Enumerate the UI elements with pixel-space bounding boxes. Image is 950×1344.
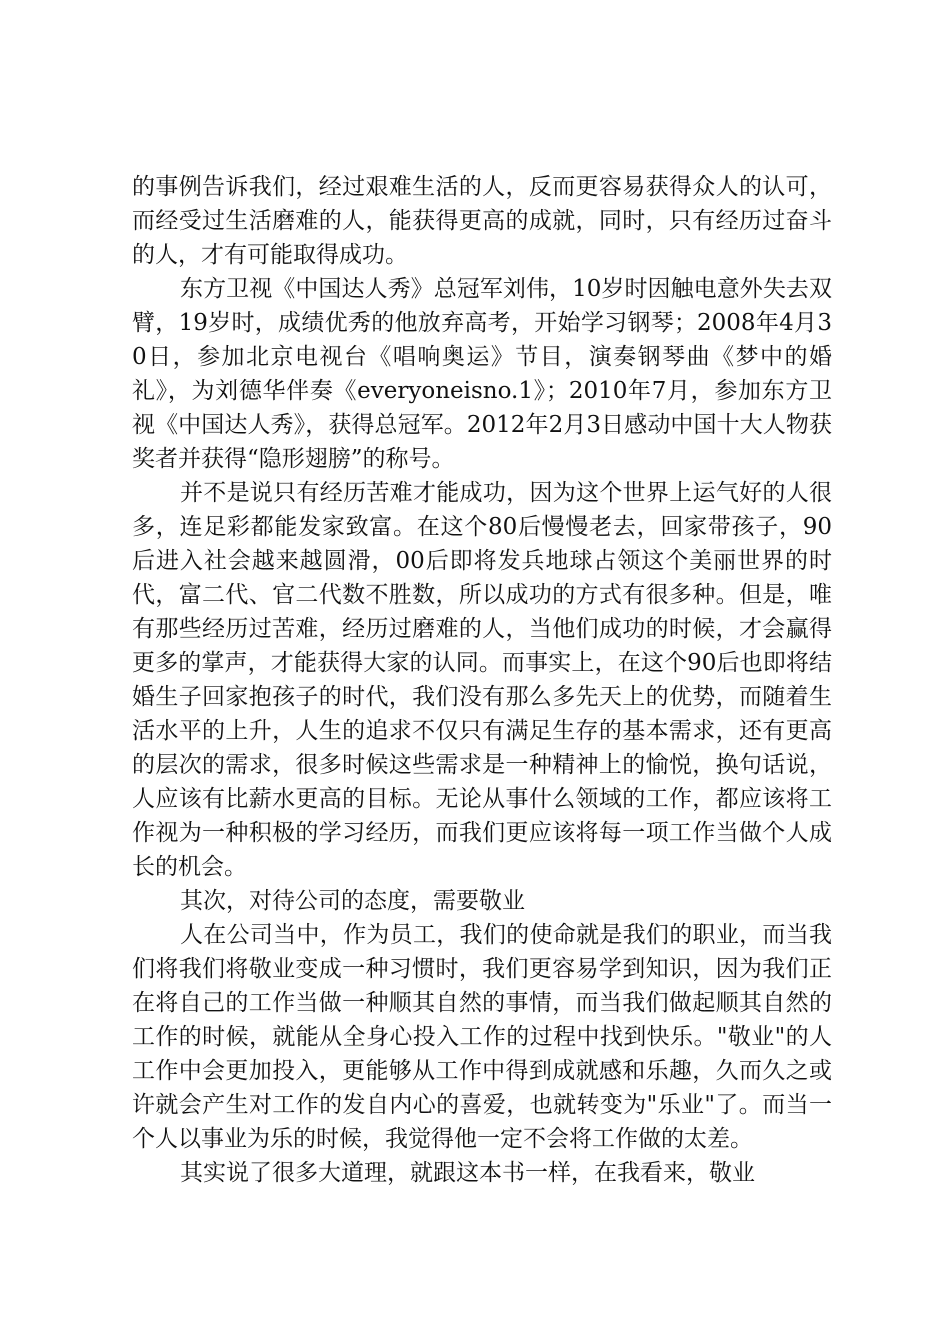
paragraph: 东方卫视《中国达人秀》总冠军刘伟，10岁时因触电意外失去双臂，19岁时，成绩优秀的他放弃高考，开始学习钢琴；2008年4月30日，参加北京电视台《唱响奥运》节目，演奏钢琴曲《梦中的婚礼》，为刘德华伴奏《everyoneisno.1》；2010年7月，参加东方卫视《中国达人秀》，获得总冠军。2012年2月3日感动中国十大人物获奖者并获得“隐形翅膀”的称号。 [132, 276, 832, 472]
section-heading: 其次，对待公司的态度，需要敬业 [180, 888, 525, 914]
paragraph: 的事例告诉我们，经过艰难生活的人，反而更容易获得众人的认可，而经受过生活磨难的人，能获得更高的成就，同时，只有经历过奋斗的人，才有可能取得成功。 [132, 174, 832, 268]
paragraph: 并不是说只有经历苦难才能成功，因为这个世界上运气好的人很多，连足彩都能发家致富。在这个80后慢慢老去，回家带孩子，90后进入社会越来越圆滑，00后即将发兵地球占领这个美丽世界的时代，富二代、官二代数不胜数，所以成功的方式有很多种。但是，唯有那些经历过苦难，经历过磨难的人，当他们成功的时候，才会赢得更多的掌声，才能获得大家的认同。而事实上，在这个90后也即将结婚生子回家抱孩子的时代，我们没有那么多先天上的优势，而随着生活水平的上升，人生的追求不仅只有满足生存的基本需求，还有更高的层次的需求，很多时候这些需求是一种精神上的愉悦，换句话说，人应该有比薪水更高的目标。无论从事什么领域的工作，都应该将工作视为一种积极的学习经历，而我们更应该将每一项工作当做个人成长的机会。 [132, 480, 832, 880]
paragraph: 其实说了很多大道理，就跟这本书一样，在我看来，敬业 [180, 1160, 755, 1186]
document-body [132, 170, 832, 1190]
paragraph: 人在公司当中，作为员工，我们的使命就是我们的职业，而当我们将我们将敬业变成一种习惯时，我们更容易学到知识，因为我们正在将自己的工作当做一种顺其自然的事情，而当我们做起顺其自然的工作的时候，就能从全身心投入工作的过程中找到快乐。"敬业"的人工作中会更加投入，更能够从工作中得到成就感和乐趣，久而久之或许就会产生对工作的发自内心的喜爱，也就转变为"乐业"了。而当一个人以事业为乐的时候，我觉得他一定不会将工作做的太差。 [132, 922, 832, 1152]
